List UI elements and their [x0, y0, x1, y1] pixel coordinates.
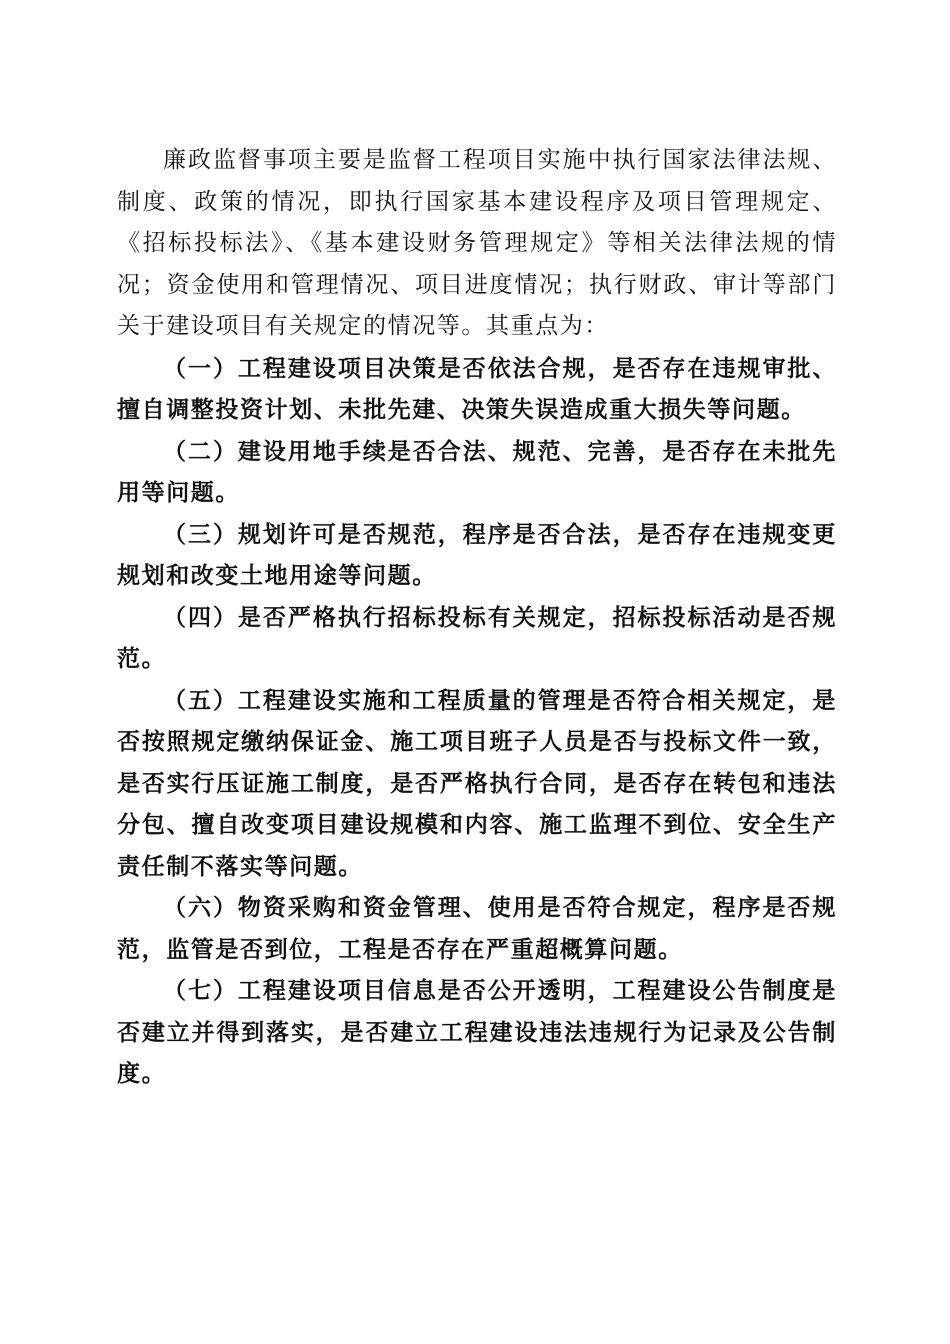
key-point-7: （七）工程建设项目信息是否公开透明，工程建设公告制度是否建立并得到落实，是否建立工程建设违法违规行为记录及公告制度。: [117, 977, 837, 1087]
key-point-3: （三）规划许可是否规范，程序是否合法，是否存在违规变更规划和改变土地用途等问题。: [117, 520, 837, 589]
key-point-4: （四）是否严格执行招标投标有关规定，招标投标活动是否规范。: [117, 603, 837, 672]
document-body: [117, 140, 837, 1095]
key-point-1: （一）工程建设项目决策是否依法合规，是否存在违规审批、擅自调整投资计划、未批先建、决策失误造成重大损失等问题。: [117, 354, 837, 423]
key-point-2: （二）建设用地手续是否合法、规范、完善，是否存在未批先用等问题。: [117, 437, 837, 506]
key-point-6: （六）物资采购和资金管理、使用是否符合规定，程序是否规范，监管是否到位，工程是否存在严重超概算问题。: [117, 894, 837, 963]
intro-paragraph: 廉政监督事项主要是监督工程项目实施中执行国家法律法规、制度、政策的情况，即执行国家基本建设程序及项目管理规定、《招标投标法》、《基本建设财务管理规定》等相关法律法规的情况；资金使用和管理情况、项目进度情况；执行财政、审计等部门关于建设项目有关规定的情况等。其重点为：: [117, 147, 837, 339]
key-point-5: （五）工程建设实施和工程质量的管理是否符合相关规定，是否按照规定缴纳保证金、施工项目班子人员是否与投标文件一致，是否实行压证施工制度，是否严格执行合同，是否存在转包和违法分包、擅自改变项目建设规模和内容、施工监理不到位、安全生产责任制不落实等问题。: [117, 686, 837, 880]
